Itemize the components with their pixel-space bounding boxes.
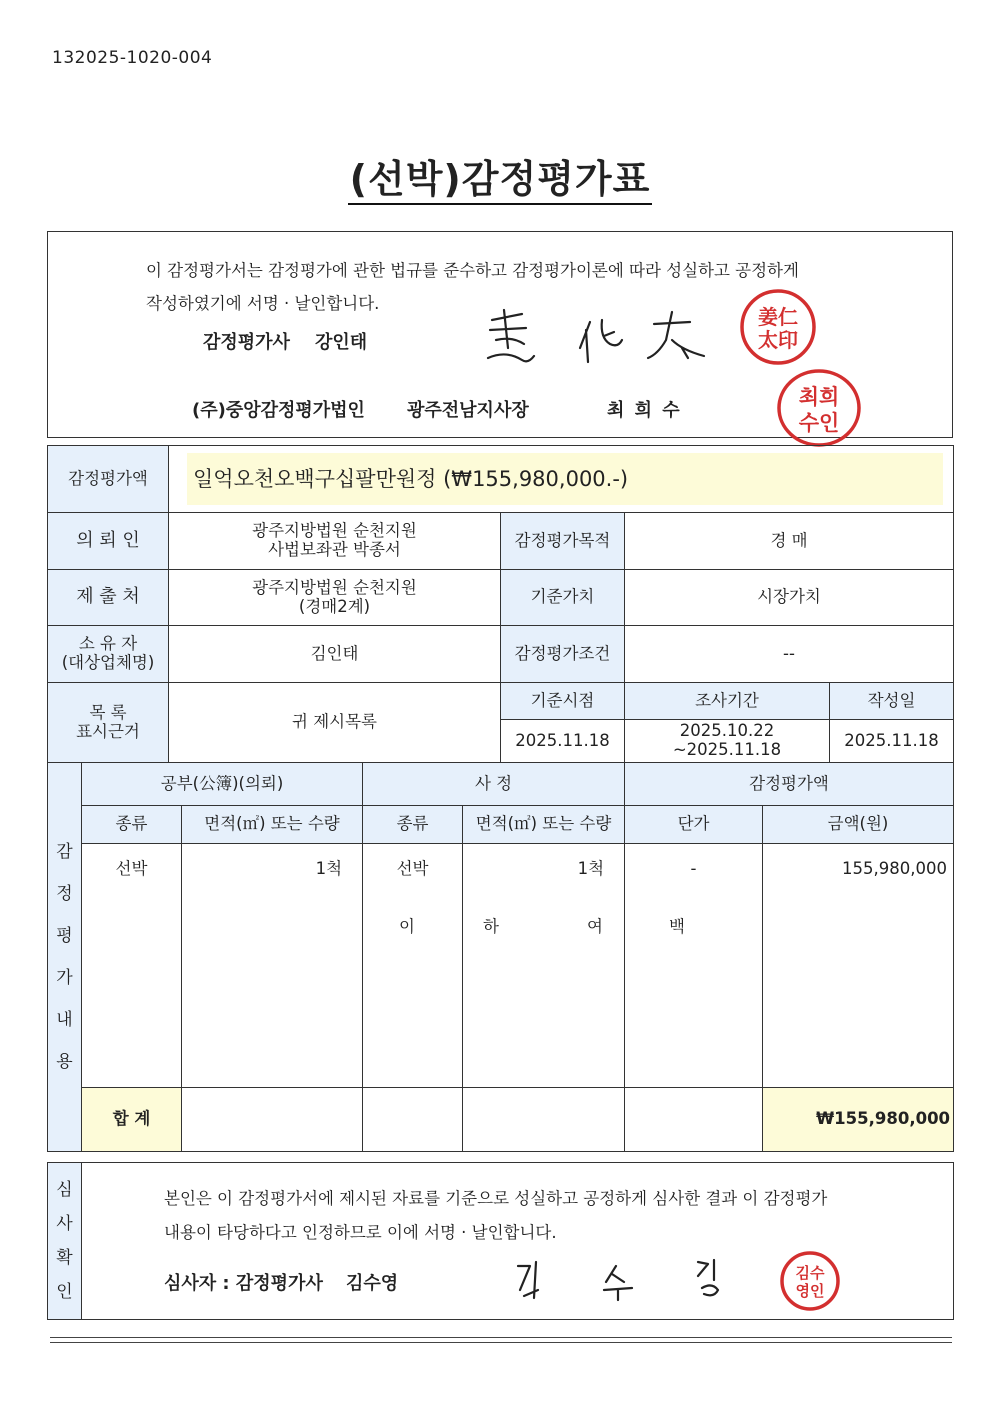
list-value: 귀 제시목록 (169, 683, 501, 763)
blank-mark-2: 하 (483, 917, 499, 936)
total-label: 합 계 (82, 1088, 182, 1152)
total-value: ₩155,980,000 (763, 1088, 954, 1152)
basis-value: 시장가치 (625, 570, 954, 626)
amount-label: 감정평가액 (48, 446, 169, 513)
survey-value (625, 720, 830, 763)
detail-table (47, 762, 954, 1152)
review-side-label: 심 사 확 인 (48, 1163, 82, 1320)
reviewer-seal-bottom: 영인 (795, 1282, 825, 1300)
appraiser-signature (482, 300, 712, 370)
owner-label (48, 626, 169, 683)
condition-value: -- (625, 626, 954, 683)
purpose-label: 감정평가목적 (501, 513, 625, 570)
page-title: (선박)감정평가표 (0, 148, 1000, 203)
owner-label-line-2: (대상업체명) (61, 653, 155, 672)
list-label (48, 683, 169, 763)
total-empty-1 (182, 1088, 363, 1152)
branch-name: 광주전남지사장 (407, 400, 529, 421)
purpose-value: 경 매 (625, 513, 954, 570)
row-amount: 155,980,000 (763, 844, 954, 1088)
detail-side-label: 감 정 평 가 내 용 (48, 763, 82, 1152)
group-register-header: 공부(公簿)(의뢰) (82, 763, 363, 806)
certification-line-2: 작성하였기에 서명 · 날인합니다. (146, 294, 380, 313)
written-date-value: 2025.11.18 (830, 720, 954, 763)
summary-table (47, 445, 954, 763)
blank-mark-4: 백 (669, 917, 685, 936)
submit-line-1: 광주지방법원 순천지원 (252, 577, 417, 597)
written-label: 작성일 (830, 683, 954, 720)
client-value (169, 513, 501, 570)
col-area-header: 면적(㎡) 또는 수량 (182, 806, 363, 844)
survey-line-1: 2025.10.22 (679, 721, 775, 741)
review-statement (164, 1182, 827, 1250)
condition-label: 감정평가조건 (501, 626, 625, 683)
reviewer-seal-top: 김수 (795, 1264, 825, 1282)
seal2-text-bottom: 수인 (798, 410, 840, 435)
submit-line-2: (경매2계) (298, 596, 371, 616)
review-line-1: 본인은 이 감정평가서에 제시된 자료를 기준으로 성실하고 공정하게 심사한 결과 이 감정평가 (164, 1189, 828, 1208)
appraiser-seal (738, 287, 818, 367)
owner-value: 김인태 (169, 626, 501, 683)
seal-text-bottom: 太印 (758, 328, 798, 352)
reviewer-seal (778, 1249, 842, 1313)
col-unit-header: 단가 (625, 806, 763, 844)
blank-mark-3: 여 (587, 917, 603, 936)
owner-label-line-1: 소 유 자 (78, 634, 138, 654)
col-amount-header: 금액(원) (763, 806, 954, 844)
seal2-text-top: 최희 (798, 384, 840, 409)
review-line-2: 내용이 타당하다고 인정하므로 이에 서명 · 날인합니다. (164, 1223, 557, 1242)
row-qty: 1척 (182, 844, 363, 1088)
base-date-label: 기준시점 (501, 683, 625, 720)
reviewer-label: 심사자 : 감정평가사 (164, 1273, 323, 1294)
client-line-2: 사법보좌관 박종서 (268, 540, 401, 559)
bottom-rule-2 (50, 1342, 952, 1343)
group-actual-header: 사 정 (363, 763, 625, 806)
total-empty-2 (363, 1088, 463, 1152)
list-label-line-2: 표시근거 (76, 721, 140, 741)
appraiser-name: 강인태 (315, 332, 368, 353)
blank-mark-1: 이 (399, 917, 415, 936)
row-type: 선박 (82, 844, 182, 1088)
list-label-line-1: 목 록 (89, 702, 127, 722)
total-empty-4 (625, 1088, 763, 1152)
seal-text-top: 姜仁 (758, 305, 798, 329)
client-label: 의 뢰 인 (48, 513, 169, 570)
row-type2: 선박 (396, 859, 429, 878)
document-number: 132025-1020-004 (52, 48, 213, 68)
row-qty2-cell (463, 844, 625, 1088)
certification-line-1: 이 감정평가서는 감정평가에 관한 법규를 준수하고 감정평가이론에 따라 성실하고 공정하게 (146, 261, 799, 280)
submit-value (169, 570, 501, 626)
amount-cell (169, 446, 954, 513)
client-line-1: 광주지방법원 순천지원 (252, 521, 417, 541)
base-date-value: 2025.11.18 (501, 720, 625, 763)
firm-name: (주)중앙감정평가법인 (192, 400, 365, 421)
appraiser-title: 감정평가사 (203, 332, 290, 353)
row-unit-cell (625, 844, 763, 1088)
group-value-header: 감정평가액 (625, 763, 954, 806)
col-area2-header: 면적(㎡) 또는 수량 (463, 806, 625, 844)
branch-head-name: 최 희 수 (607, 400, 682, 421)
survey-label: 조사기간 (625, 683, 830, 720)
col-type-header: 종류 (82, 806, 182, 844)
survey-line-2: ~2025.11.18 (672, 740, 782, 759)
submit-label: 제 출 처 (48, 570, 169, 626)
row-unit: - (690, 859, 697, 878)
col-type2-header: 종류 (363, 806, 463, 844)
branch-head-seal (776, 368, 862, 448)
total-empty-3 (463, 1088, 625, 1152)
row-type2-cell (363, 844, 463, 1088)
bottom-rule-1 (50, 1337, 952, 1338)
reviewer-name: 김수영 (346, 1273, 399, 1294)
row-qty2: 1척 (577, 859, 605, 878)
basis-label: 기준가치 (501, 570, 625, 626)
reviewer-signature (508, 1256, 728, 1306)
amount-value: 일억오천오백구십팔만원정 (₩155,980,000.-) (187, 453, 943, 505)
